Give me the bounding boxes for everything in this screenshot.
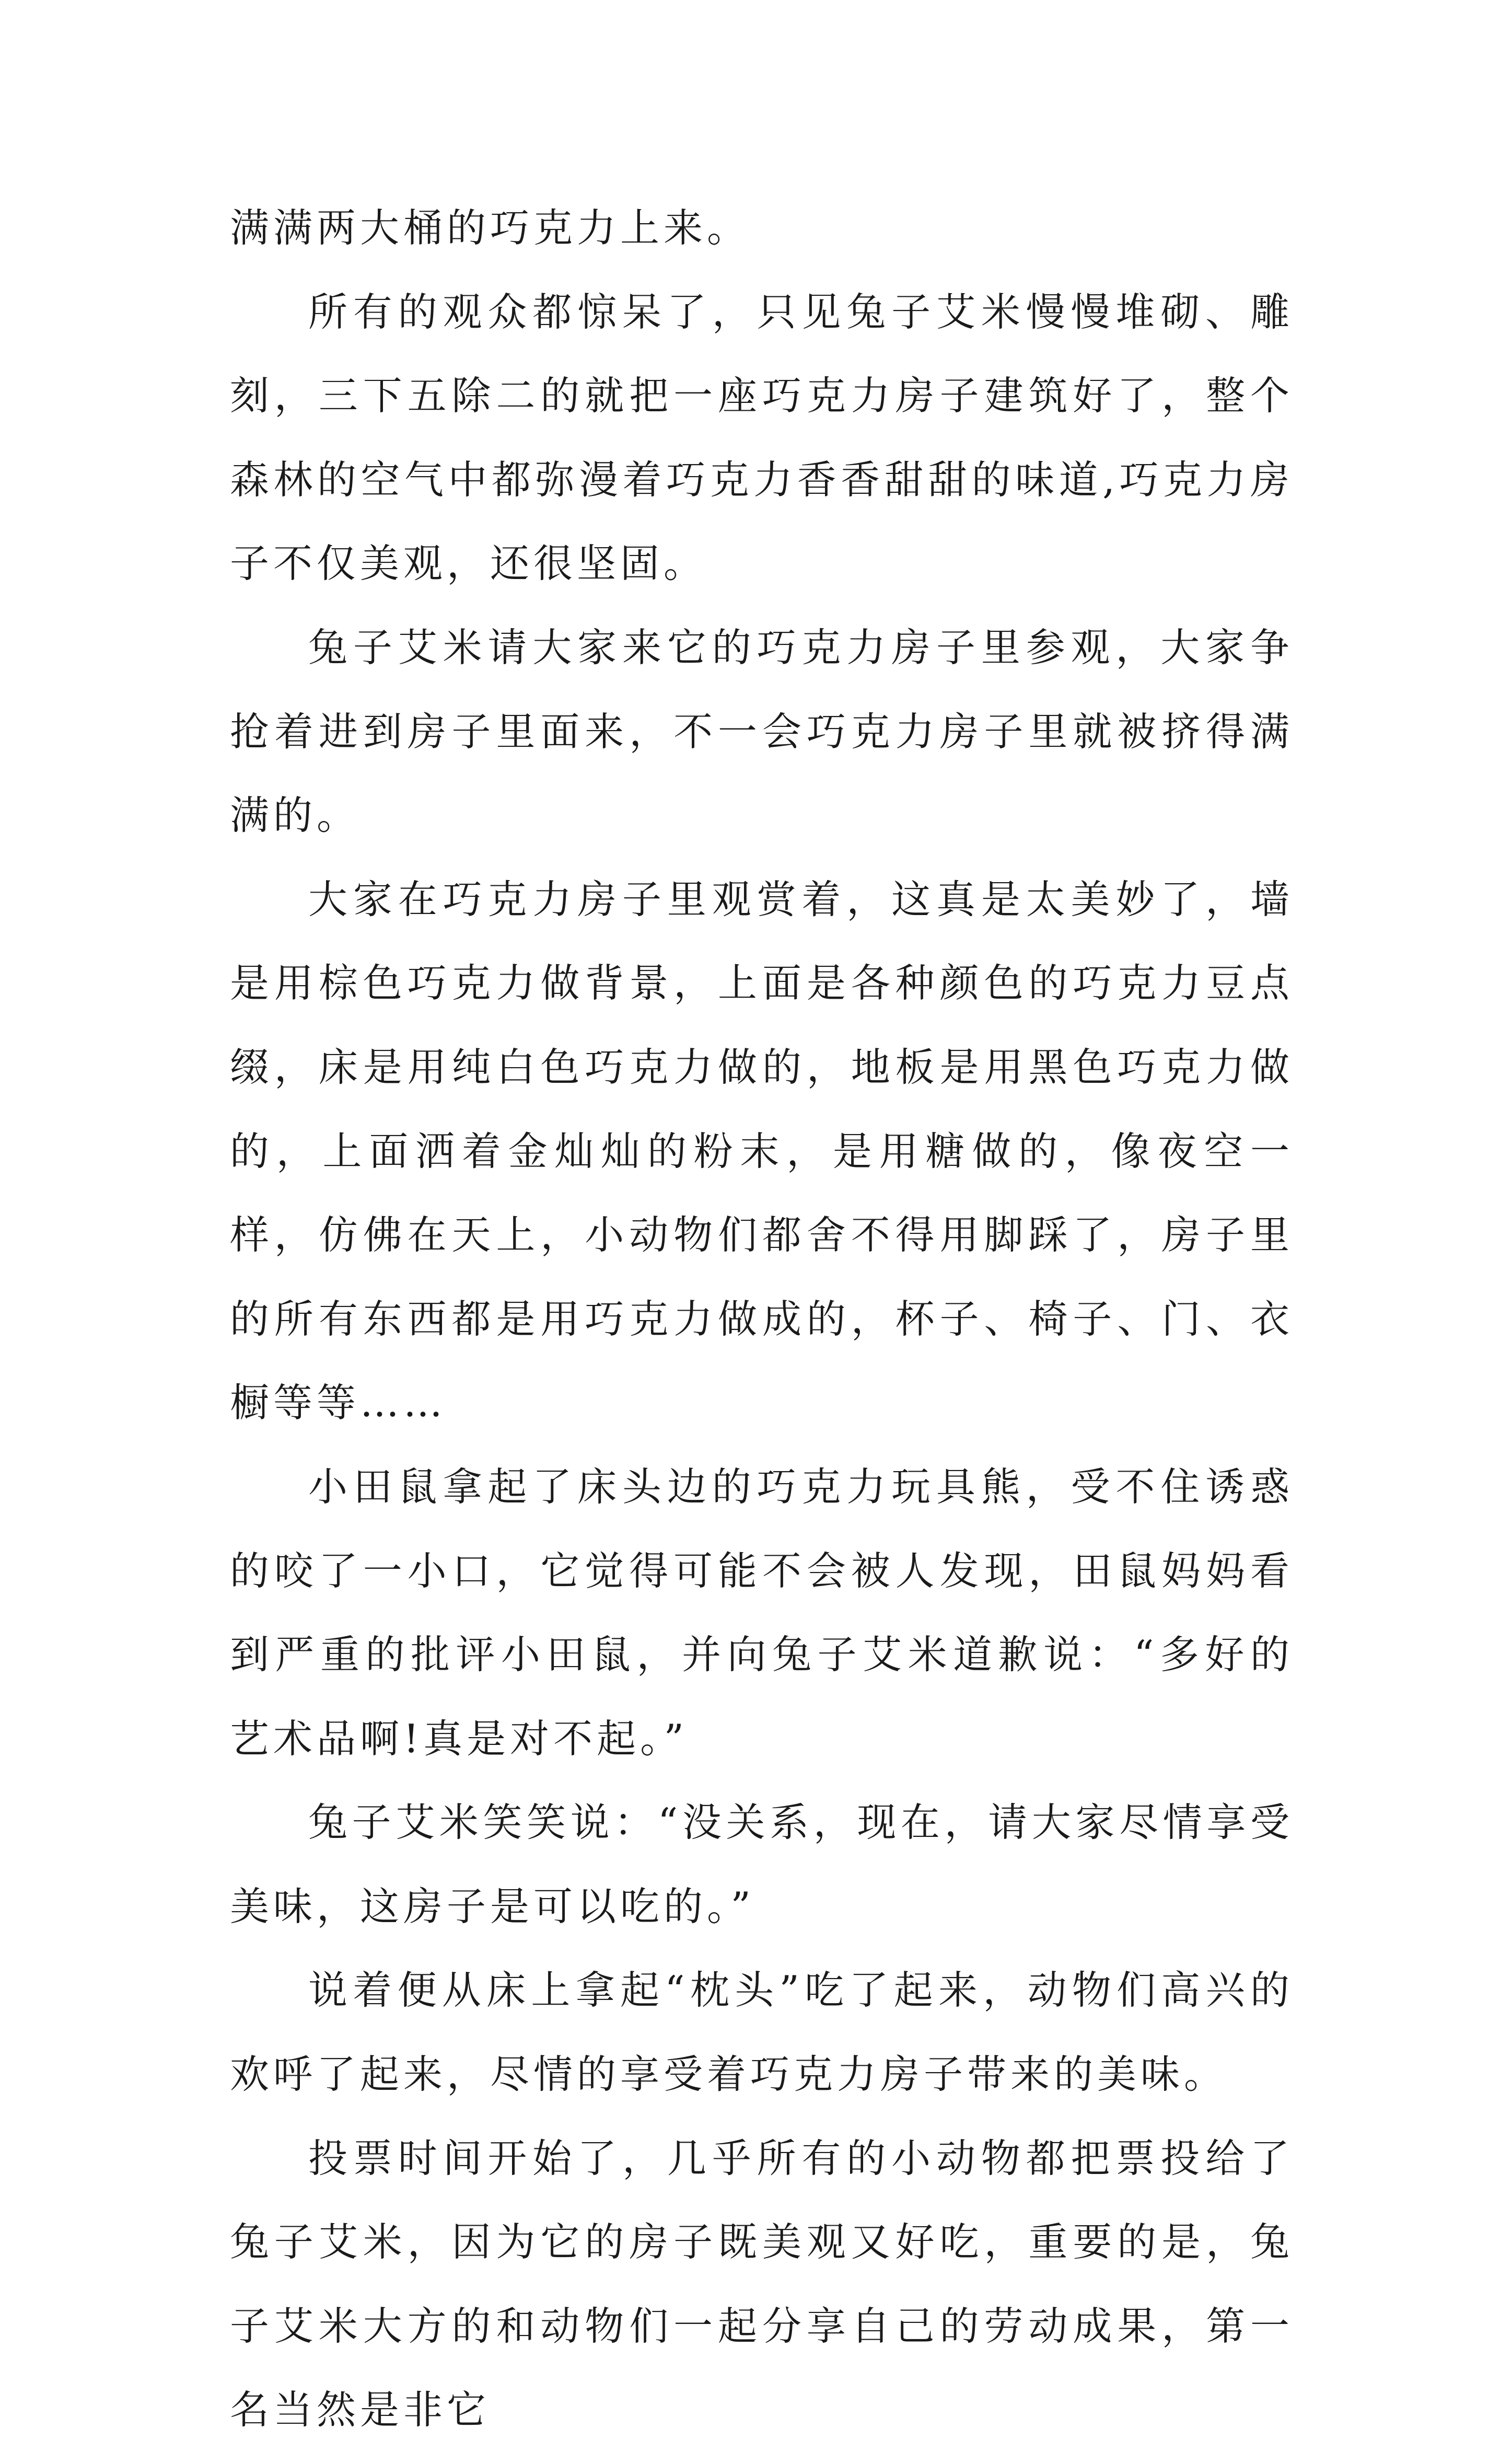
paragraph: 说着便从床上拿起“枕头”吃了起来，动物们高兴的欢呼了起来，尽情的享受着巧克力房子带来的美味。 <box>230 1967 1294 2098</box>
paragraph: 满满两大桶的巧克力上来。 <box>230 205 751 251</box>
paragraph: 兔子艾米请大家来它的巧克力房子里参观，大家争抢着进到房子里面来，不一会巧克力房子里就被挤得满满的。 <box>230 624 1294 839</box>
paragraph: 兔子艾米笑笑说：“没关系，现在，请大家尽情享受美味，这房子是可以吃的。” <box>230 1799 1294 1929</box>
paragraph: 所有的观众都惊呆了，只见兔子艾米慢慢堆砌、雕刻，三下五除二的就把一座巧克力房子建筑好了，整个森林的空气中都弥漫着巧克力香香甜甜的味道,巧克力房子不仅美观，还很坚固。 <box>230 288 1294 587</box>
paragraph: 大家在巧克力房子里观赏着，这真是太美妙了，墙是用棕色巧克力做背景，上面是各种颜色的巧克力豆点缀，床是用纯白色巧克力做的，地板是用黑色巧克力做的，上面洒着金灿灿的粉末，是用糖做的，像夜空一样，仿佛在天上，小动物们都舍不得用脚踩了，房子里的所有东西都是用巧克力做成的，杯子、椅子、门、衣橱等等…… <box>230 876 1294 1426</box>
paragraph: 投票时间开始了，几乎所有的小动物都把票投给了兔子艾米，因为它的房子既美观又好吃，重要的是，兔子艾米大方的和动物们一起分享自己的劳动成果，第一名当然是非它 <box>230 2135 1294 2433</box>
document-body <box>230 186 1294 2452</box>
paragraph: 小田鼠拿起了床头边的巧克力玩具熊，受不住诱惑的咬了一小口，它觉得可能不会被人发现，田鼠妈妈看到严重的批评小田鼠，并向兔子艾米道歉说：“多好的艺术品啊!真是对不起。” <box>230 1463 1294 1762</box>
